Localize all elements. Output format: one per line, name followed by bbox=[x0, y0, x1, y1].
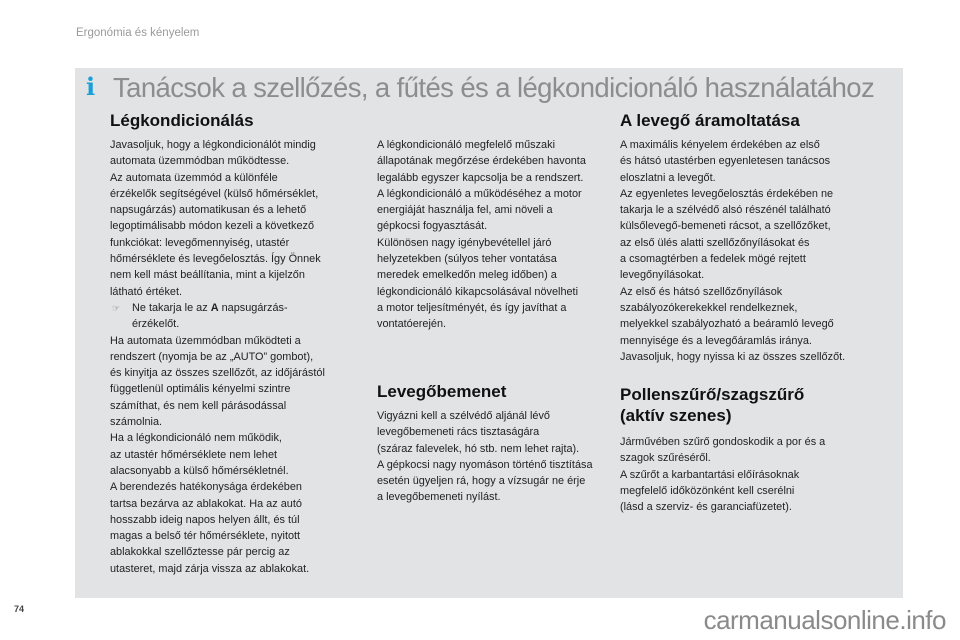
text-line: A szűrőt a karbantartási előírásoknak bbox=[620, 468, 800, 481]
text-line: érzékelők segítségével (külső hőmérséklet, bbox=[110, 187, 319, 200]
text-line: meredek emelkedőn meleg időben) a bbox=[377, 269, 557, 282]
text-line: Javasoljuk, hogy a légkondicionálót mindig bbox=[110, 139, 316, 151]
text-line: tartsa bezárva az ablakokat. Ha az autó bbox=[110, 497, 302, 510]
text-line: látható értéket. bbox=[110, 285, 183, 298]
section-heading: Levegőbemenet bbox=[377, 382, 507, 401]
text-line: (száraz falevelek, hó stb. nem lehet rajta). bbox=[377, 442, 580, 455]
section-heading: Légkondicionálás bbox=[110, 111, 254, 130]
text-line: Ha a légkondicionáló nem működik, bbox=[110, 432, 282, 445]
text-line: legoptimálisabb módon kezeli a következő bbox=[110, 220, 315, 233]
paragraph bbox=[620, 137, 845, 365]
page-title: Tanácsok a szellőzés, a fűtés és a légkondicionáló használatához bbox=[113, 72, 875, 103]
text-line: A gépkocsi nagy nyomáson történő tisztítása bbox=[377, 458, 593, 471]
text-line: és hátsó utastérben egyenletesen tanácsos bbox=[620, 155, 831, 168]
text-line: légkondicionáló kikapcsolásával növelheti bbox=[377, 285, 578, 298]
paragraph bbox=[110, 333, 325, 577]
text-line: helyzetekben (súlyos teher vontatása bbox=[377, 253, 557, 266]
text-line: Az egyenletes levegőelosztás érdekében ne bbox=[620, 187, 834, 200]
text-line: A berendezés hatékonysága érdekében bbox=[110, 481, 302, 494]
text-line: A légkondicionáló a működéséhez a motor bbox=[377, 187, 582, 200]
text-line: Az automata üzemmód a különféle bbox=[110, 171, 278, 184]
text-line: számíthat, és nem kell párásodással bbox=[110, 399, 287, 412]
text-line: az utastér hőmérséklete nem lehet bbox=[110, 448, 278, 461]
text-line: rendszert (nyomja be az „AUTO” gombot), bbox=[110, 350, 314, 363]
text-line: A maximális kényelem érdekében az első bbox=[620, 139, 820, 151]
column-air-conditioning bbox=[110, 110, 325, 577]
text-line: levegőbemeneti rács tisztaságára bbox=[377, 426, 540, 439]
text-line: a motor teljesítményét, és így javíthat a bbox=[377, 301, 567, 314]
text-line: gépkocsi fogyasztását. bbox=[377, 220, 488, 233]
section-heading: Pollenszűrő/szagszűrő (aktív szenes) bbox=[620, 385, 805, 425]
paragraph bbox=[377, 137, 586, 333]
text-line: alacsonyabb a külső hőmérsékletnél. bbox=[110, 464, 289, 477]
text-line: külsőlevegő-bemeneti rácsot, a szellőzőket, bbox=[620, 220, 831, 233]
text-line: hosszabb ideig napos helyen állt, és túl bbox=[110, 513, 300, 526]
text-line: Javasoljuk, hogy nyissa ki az összes szellőzőt. bbox=[620, 350, 846, 363]
text-line: hőmérséklete és levegőelosztás. Így Önnek bbox=[110, 253, 321, 266]
text-line: számolnia. bbox=[110, 416, 163, 429]
column-maintenance bbox=[377, 137, 586, 333]
text-line: a levegőbemeneti nyílást. bbox=[377, 491, 501, 504]
text-line: Az első és hátsó szellőzőnyílások bbox=[620, 285, 783, 298]
watermark: carmanualsonline.info bbox=[703, 605, 946, 635]
section-heading: A levegő áramoltatása bbox=[620, 111, 800, 130]
text-line: Különösen nagy igénybevétellel járó bbox=[377, 236, 552, 249]
text-line: megfelelő időközönként kell cserélni bbox=[620, 484, 795, 497]
info-icon: i bbox=[86, 72, 96, 101]
text-line: ablakokkal szellőztesse pár percig az bbox=[110, 546, 290, 559]
text-line: legalább egyszer kapcsolja be a rendszert. bbox=[377, 171, 584, 184]
text-line: az első ülés alatti szellőzőnyílásokat és bbox=[620, 236, 810, 249]
text-line: magas a belső tér hőmérséklete, nyitott bbox=[110, 530, 301, 543]
running-header: Ergonómia és kényelem bbox=[76, 27, 200, 39]
text-line: utasteret, majd zárja vissza az ablakokat. bbox=[110, 562, 310, 575]
text-line: eloszlatni a levegőt. bbox=[620, 171, 716, 184]
text-line: nem kell mást beállítania, mint a kijelzőn bbox=[110, 269, 305, 282]
text-line: takarja le a szélvédő alsó részénél található bbox=[620, 204, 831, 217]
bullet-note: ☞ Ne takarja le az A napsugárzás- érzékelőt. bbox=[112, 301, 288, 331]
text-line: a csomagtérben a fedelek mögé rejtett bbox=[620, 253, 806, 266]
text-line: függetlenül optimális kényelmi szintre bbox=[110, 383, 291, 396]
text-line: állapotának megőrzése érdekében havonta bbox=[377, 155, 586, 168]
text-line: napsugárzás) automatikusan és a lehető bbox=[110, 204, 307, 217]
text-line: Járművében szűrő gondoskodik a por és a bbox=[620, 436, 826, 448]
paragraph bbox=[110, 137, 325, 300]
text-line: A légkondicionáló megfelelő műszaki bbox=[377, 139, 555, 151]
text-line: Vigyázni kell a szélvédő aljánál lévő bbox=[377, 410, 550, 422]
paragraph bbox=[377, 408, 593, 506]
text-line: automata üzemmódban működtesse. bbox=[110, 155, 290, 168]
text-line: (lásd a szerviz- és garanciafüzetet). bbox=[620, 501, 792, 514]
text-line: vontatóerején. bbox=[377, 318, 447, 331]
text-line: szagok szűréséről. bbox=[620, 452, 711, 465]
text-line: szabályozókerekekkel rendelkeznek, bbox=[620, 301, 798, 314]
text-line: energiáját használja fel, ami növeli a bbox=[377, 204, 553, 217]
text-line: melyekkel szabályozható a beáramló levegő bbox=[620, 318, 834, 331]
column-air-intake bbox=[377, 381, 593, 506]
column-air-flow bbox=[620, 110, 845, 365]
pointing-hand-icon: ☞ bbox=[112, 302, 121, 313]
page-number: 74 bbox=[14, 604, 25, 614]
text-line: esetén ügyeljen rá, hogy a vízsugár ne érje bbox=[377, 475, 586, 488]
paragraph bbox=[620, 434, 825, 515]
text-line: funkciókat: levegőmennyiség, utastér bbox=[110, 236, 290, 249]
column-pollen-filter bbox=[620, 384, 825, 515]
text-line: Ha automata üzemmódban működteti a bbox=[110, 334, 301, 347]
text-line: mennyisége és a levegőáramlás iránya. bbox=[620, 334, 812, 347]
text-line: és kinyitja az összes szellőzőt, az időjárástól bbox=[110, 367, 325, 380]
text-line: levegőnyílásokat. bbox=[620, 269, 705, 282]
